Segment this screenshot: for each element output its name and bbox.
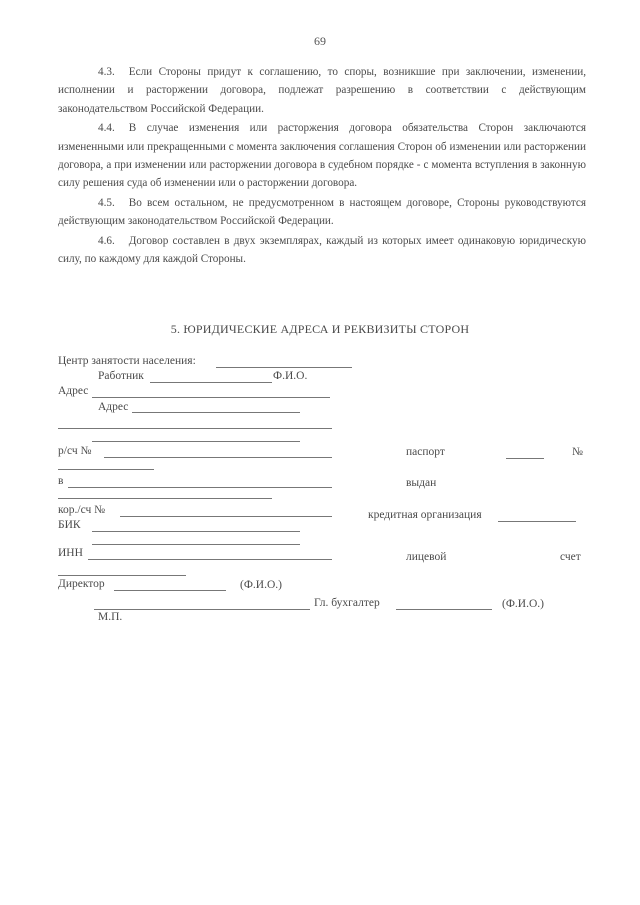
clause-text: Во всем остальном, не предусмотренном в настоящем договоре, Стороны руководствуются действующим законодательством Российской Федерации.	[58, 196, 586, 228]
address-left-line	[92, 397, 330, 398]
director-signature-line	[114, 590, 226, 591]
stamp-place-label: М.П.	[98, 611, 123, 623]
corr-account-line	[120, 516, 332, 517]
blank-line	[92, 441, 300, 442]
worker-line	[150, 382, 272, 383]
credit-org-label: кредитная организация	[368, 509, 482, 521]
clause-text: В случае изменения или расторжения договора обязательства Сторон заключаются измененными или прекращенными с момента заключения соглашения Сторон об изменении или расторжении договора, а при изменении или расторжении договора в судебном порядке - с момента вступления в законную силу решения суда об изменении или о расторжении договора.	[58, 122, 586, 190]
clause-number: 4.6.	[98, 234, 115, 247]
clause-number: 4.4.	[98, 122, 115, 135]
bik-line	[92, 531, 300, 532]
blank-line	[58, 498, 272, 499]
bank-in-label: в	[58, 475, 64, 487]
passport-label: паспорт	[406, 446, 445, 458]
address-right-label: Адрес	[98, 401, 129, 413]
settlement-account-line	[104, 457, 332, 458]
corr-account-label: кор./сч №	[58, 504, 106, 516]
bank-name-line	[68, 487, 332, 488]
account-label: счет	[560, 551, 581, 563]
clause-text: Договор составлен в двух экземплярах, каждый из которых имеет одинаковую юридическую силу, по каждому для каждой Стороны.	[58, 234, 586, 266]
passport-number-sign: №	[572, 446, 583, 458]
worker-label: Работник	[98, 370, 144, 382]
address-left-label: Адрес	[58, 385, 89, 397]
section-title: 5. ЮРИДИЧЕСКИЕ АДРЕСА И РЕКВИЗИТЫ СТОРОН	[170, 322, 470, 336]
clause-text: Если Стороны придут к соглашению, то споры, возникшие при заключении, изменении, исполнении и расторжении договора, подлежат разрешению в соответствии с действующим законодательством Российской Федерации.	[58, 66, 586, 115]
accountant-fio-label: (Ф.И.О.)	[502, 598, 544, 610]
employment-center-line	[216, 367, 352, 368]
bik-label: БИК	[58, 519, 81, 531]
blank-line	[58, 428, 332, 429]
passport-series-line	[506, 458, 544, 459]
director-fio-label: (Ф.И.О.)	[240, 579, 282, 591]
clause-number: 4.5.	[98, 196, 115, 209]
page-number: 69	[314, 34, 326, 48]
settlement-account-label: р/сч №	[58, 445, 92, 457]
blank-line	[94, 609, 310, 610]
employment-center-label: Центр занятости населения:	[58, 355, 196, 367]
fio-label: Ф.И.О.	[273, 370, 308, 382]
blank-line	[92, 544, 300, 545]
blank-line	[58, 575, 186, 576]
chief-accountant-label: Гл. бухгалтер	[314, 597, 380, 609]
address-right-line	[132, 412, 300, 413]
inn-line	[88, 559, 332, 560]
clause-number: 4.3.	[98, 66, 115, 78]
personal-label: лицевой	[406, 551, 447, 563]
credit-org-line	[498, 521, 576, 522]
issued-label: выдан	[406, 477, 437, 489]
blank-line	[58, 469, 154, 470]
chief-accountant-signature-line	[396, 609, 492, 610]
inn-label: ИНН	[58, 547, 83, 559]
director-label: Директор	[58, 578, 105, 590]
